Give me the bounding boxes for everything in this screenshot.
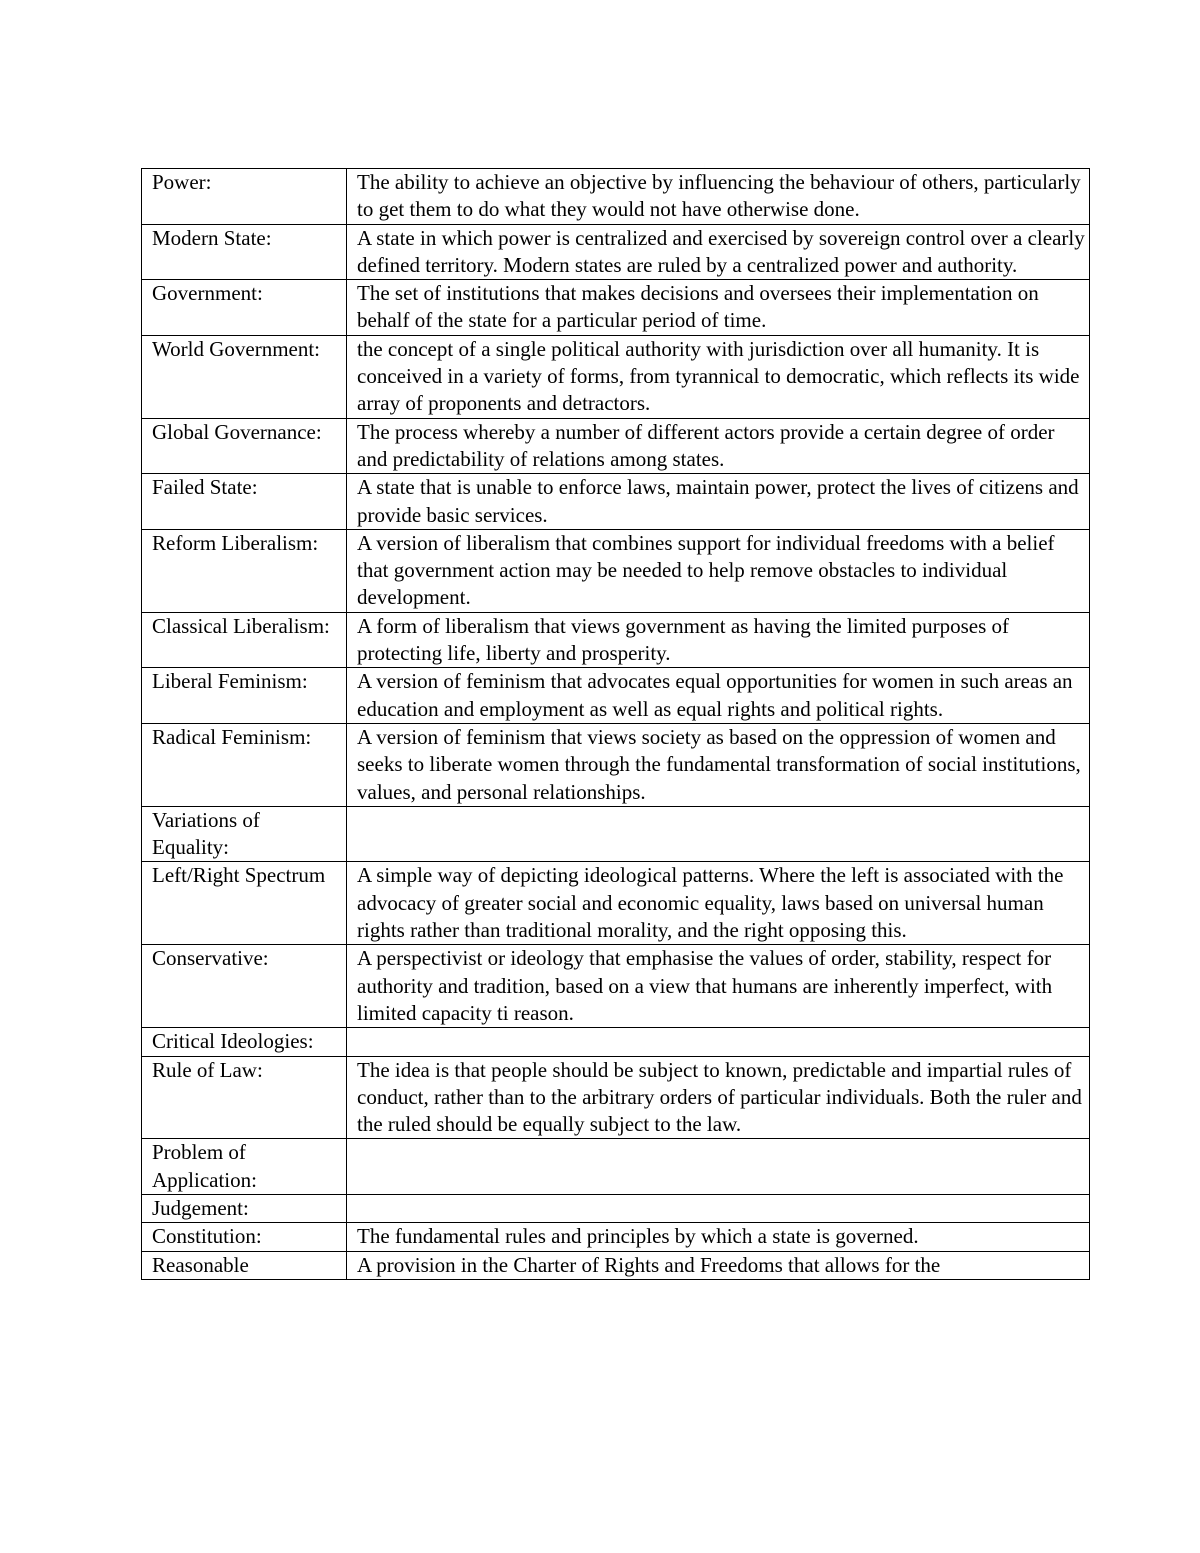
term-cell: Government: xyxy=(142,280,347,336)
term-cell: Radical Feminism: xyxy=(142,723,347,806)
term-cell: Constitution: xyxy=(142,1223,347,1251)
definition-cell: A version of liberalism that combines support for individual freedoms with a belief that government action may be needed to help remove obstacles to individual development. xyxy=(347,529,1090,612)
table-row xyxy=(142,612,1090,668)
table-row xyxy=(142,806,1090,862)
definition-cell: A perspectivist or ideology that emphasise the values of order, stability, respect for authority and tradition, based on a view that humans are inherently imperfect, with limited capacity ti reason. xyxy=(347,945,1090,1028)
table-row xyxy=(142,1056,1090,1139)
term-cell: Modern State: xyxy=(142,224,347,280)
table-row xyxy=(142,1028,1090,1056)
definition-cell: The idea is that people should be subject to known, predictable and impartial rules of conduct, rather than to the arbitrary orders of particular individuals. Both the ruler and the ruled should be equally subject to the law. xyxy=(347,1056,1090,1139)
term-cell: Critical Ideologies: xyxy=(142,1028,347,1056)
definition-cell xyxy=(347,1028,1090,1056)
table-row xyxy=(142,529,1090,612)
table-row xyxy=(142,862,1090,945)
definition-cell xyxy=(347,1194,1090,1222)
definition-cell: A simple way of depicting ideological patterns. Where the left is associated with the advocacy of greater social and economic equality, laws based on universal human rights rather than traditional morality, and the right opposing this. xyxy=(347,862,1090,945)
definition-cell: The set of institutions that makes decisions and oversees their implementation on behalf of the state for a particular period of time. xyxy=(347,280,1090,336)
term-cell: Left/Right Spectrum xyxy=(142,862,347,945)
definition-cell: A state that is unable to enforce laws, maintain power, protect the lives of citizens and provide basic services. xyxy=(347,474,1090,530)
table-row xyxy=(142,1223,1090,1251)
term-cell: Problem of Application: xyxy=(142,1139,347,1195)
term-cell: Power: xyxy=(142,169,347,225)
term-cell: Conservative: xyxy=(142,945,347,1028)
term-cell: Reform Liberalism: xyxy=(142,529,347,612)
term-cell: Rule of Law: xyxy=(142,1056,347,1139)
table-row xyxy=(142,418,1090,474)
table-row xyxy=(142,280,1090,336)
term-cell: World Government: xyxy=(142,335,347,418)
term-cell: Classical Liberalism: xyxy=(142,612,347,668)
table-row xyxy=(142,335,1090,418)
term-cell: Variations of Equality: xyxy=(142,806,347,862)
definition-cell: A version of feminism that advocates equal opportunities for women in such areas an education and employment as well as equal rights and political rights. xyxy=(347,668,1090,724)
glossary-table xyxy=(141,168,1090,1280)
definition-cell: A state in which power is centralized and exercised by sovereign control over a clearly defined territory. Modern states are ruled by a centralized power and authority. xyxy=(347,224,1090,280)
table-row xyxy=(142,1194,1090,1222)
term-cell: Judgement: xyxy=(142,1194,347,1222)
definition-cell: The ability to achieve an objective by influencing the behaviour of others, particularly to get them to do what they would not have otherwise done. xyxy=(347,169,1090,225)
table-row xyxy=(142,668,1090,724)
table-row xyxy=(142,1251,1090,1279)
term-cell: Failed State: xyxy=(142,474,347,530)
table-row xyxy=(142,474,1090,530)
definition-cell: A provision in the Charter of Rights and Freedoms that allows for the xyxy=(347,1251,1090,1279)
term-cell: Liberal Feminism: xyxy=(142,668,347,724)
definition-cell: The process whereby a number of different actors provide a certain degree of order and predictability of relations among states. xyxy=(347,418,1090,474)
table-row xyxy=(142,169,1090,225)
term-cell: Reasonable xyxy=(142,1251,347,1279)
definition-cell: A version of feminism that views society as based on the oppression of women and seeks to liberate women through the fundamental transformation of social institutions, values, and personal relationships. xyxy=(347,723,1090,806)
definition-cell xyxy=(347,806,1090,862)
table-row xyxy=(142,945,1090,1028)
table-row xyxy=(142,1139,1090,1195)
table-row xyxy=(142,224,1090,280)
definition-cell: The fundamental rules and principles by which a state is governed. xyxy=(347,1223,1090,1251)
definition-cell: the concept of a single political authority with jurisdiction over all humanity. It is conceived in a variety of forms, from tyrannical to democratic, which reflects its wide array of proponents and detractors. xyxy=(347,335,1090,418)
term-cell: Global Governance: xyxy=(142,418,347,474)
table-row xyxy=(142,723,1090,806)
definition-cell xyxy=(347,1139,1090,1195)
definition-cell: A form of liberalism that views government as having the limited purposes of protecting life, liberty and prosperity. xyxy=(347,612,1090,668)
